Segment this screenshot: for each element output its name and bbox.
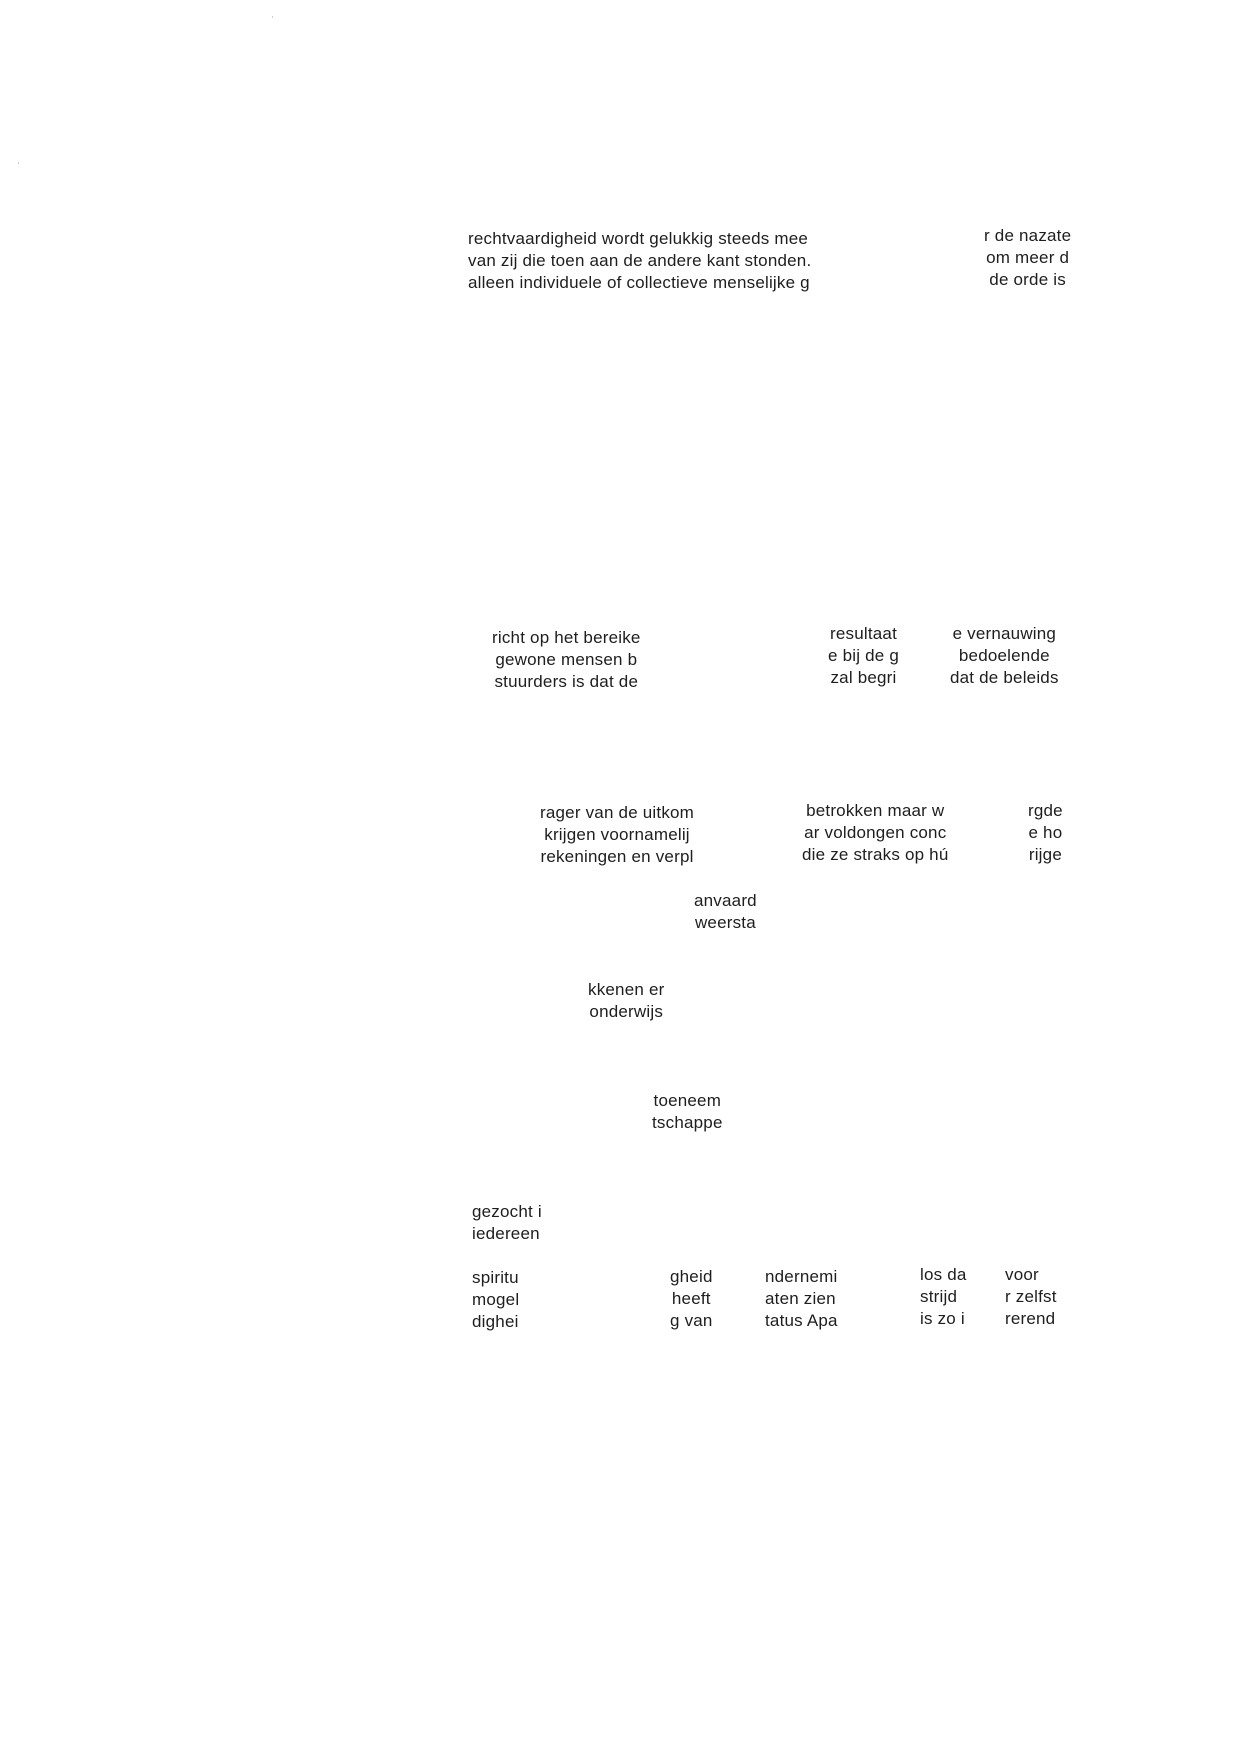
text-line: de orde is	[989, 270, 1066, 289]
text-line: rerend	[1005, 1309, 1056, 1328]
text-fragment-betrokken	[802, 800, 949, 866]
text-line: dat de beleids	[950, 668, 1059, 687]
text-fragment-gheid	[670, 1266, 713, 1332]
text-line: rijge	[1028, 845, 1062, 864]
text-line: e ho	[1028, 823, 1063, 842]
text-line: is zo i	[920, 1309, 965, 1328]
text-line: bedoelende	[958, 646, 1050, 665]
text-line: tatus Apa	[765, 1311, 838, 1330]
text-line: toeneem	[653, 1091, 722, 1110]
text-fragment-gezocht	[472, 1201, 542, 1245]
text-line: g van	[670, 1311, 713, 1330]
text-fragment-vernauwing	[950, 623, 1059, 689]
text-line: ar voldongen conc	[804, 823, 947, 842]
text-line: tschappe	[652, 1113, 723, 1132]
text-line: r de nazate	[984, 226, 1072, 245]
scan-speck	[18, 162, 19, 164]
text-line: alleen individuele of collectieve menselijke g	[468, 273, 810, 292]
text-line: strijd	[920, 1287, 958, 1306]
text-line: krijgen voornamelij	[544, 825, 690, 844]
text-line: rager van de uitkom	[540, 803, 695, 822]
text-fragment-bereike	[492, 627, 641, 693]
text-line: stuurders is dat de	[494, 672, 639, 691]
text-fragment-spiritu	[472, 1267, 519, 1333]
text-line: e bij de g	[828, 646, 899, 665]
text-fragment-onderwijs	[588, 979, 664, 1023]
text-fragment-strijd	[920, 1264, 967, 1330]
text-line: om meer d	[986, 248, 1070, 267]
text-line: betrokken maar w	[806, 801, 945, 820]
text-fragment-zelfst	[1005, 1264, 1057, 1330]
text-line: rgde	[1028, 801, 1063, 820]
text-line: kkenen er	[588, 980, 665, 999]
text-fragment-rechtvaardigheid	[468, 228, 811, 294]
text-line: anvaard	[694, 891, 757, 910]
text-line: onderwijs	[589, 1002, 664, 1021]
text-fragment-ondernemi	[765, 1266, 838, 1332]
text-line: van zij die toen aan de andere kant stonden.	[468, 251, 812, 270]
text-line: iedereen	[472, 1224, 540, 1243]
text-line: ndernemi	[765, 1267, 838, 1286]
text-line: richt op het bereike	[492, 628, 641, 647]
text-line: weersta	[694, 913, 756, 932]
text-line: rekeningen en verpl	[540, 847, 694, 866]
text-line: gheid	[670, 1267, 713, 1286]
text-line: dighei	[472, 1312, 519, 1331]
text-line: los da	[920, 1265, 967, 1284]
scan-speck	[272, 16, 273, 18]
text-fragment-toeneem	[652, 1090, 723, 1134]
text-line: spiritu	[472, 1268, 519, 1287]
text-line: resultaat	[829, 624, 897, 643]
text-line: e vernauwing	[952, 624, 1057, 643]
text-line: die ze straks op hú	[802, 845, 949, 864]
text-line: aten zien	[765, 1289, 836, 1308]
text-line: gezocht i	[472, 1202, 542, 1221]
text-fragment-rgde	[1028, 800, 1063, 866]
text-fragment-nazate	[984, 225, 1071, 291]
text-line: gewone mensen b	[495, 650, 638, 669]
text-line: rechtvaardigheid wordt gelukkig steeds mee	[468, 229, 809, 248]
text-line: mogel	[472, 1290, 520, 1309]
text-line: zal begri	[830, 668, 897, 687]
text-line: heeft	[671, 1289, 711, 1308]
text-fragment-anvaard	[694, 890, 757, 934]
text-line: r zelfst	[1005, 1287, 1057, 1306]
text-fragment-uitkom	[540, 802, 694, 868]
text-fragment-resultaat	[828, 623, 899, 689]
text-line: voor	[1005, 1265, 1039, 1284]
